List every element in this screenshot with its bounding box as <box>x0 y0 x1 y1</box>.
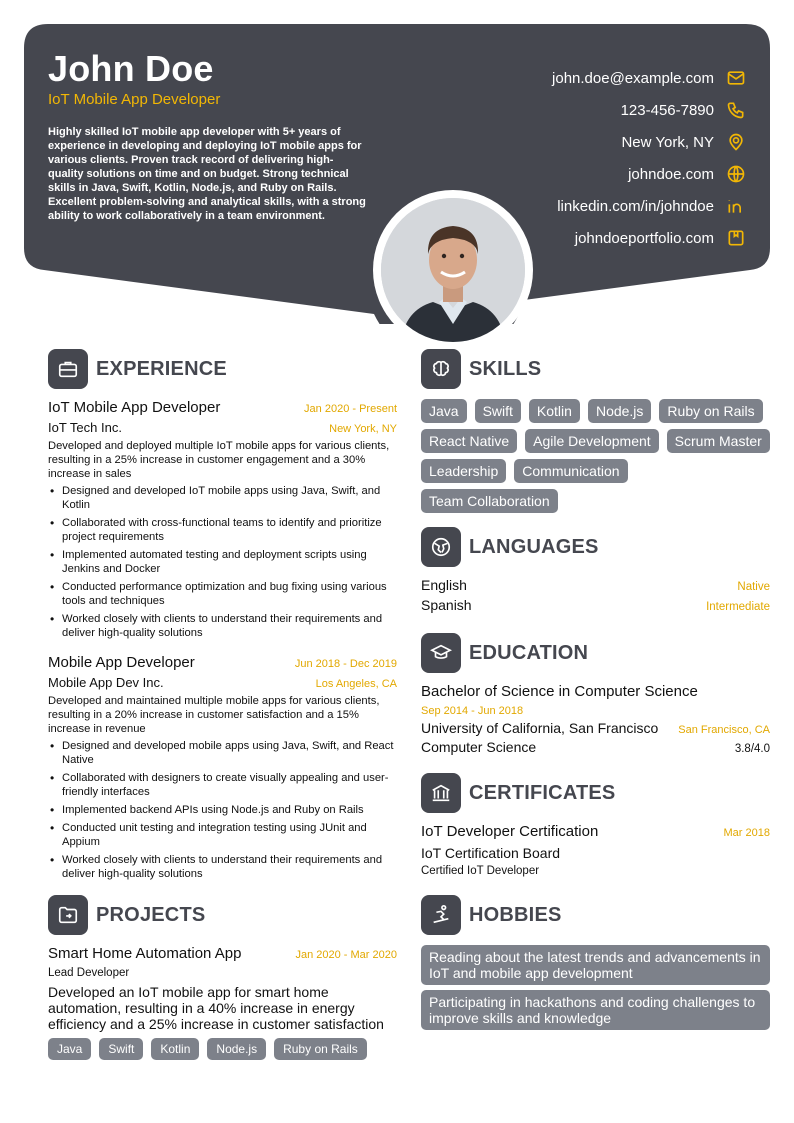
portfolio-icon <box>726 228 746 248</box>
language-name: English <box>421 577 467 593</box>
experience-heading <box>48 349 397 389</box>
job-bullets <box>48 484 397 640</box>
linkedin-icon <box>726 196 746 216</box>
education-dates: Sep 2014 - Jun 2018 <box>421 705 524 717</box>
contact-portfolio-text[interactable]: johndoeportfolio.com <box>574 229 714 247</box>
language-row <box>421 597 770 617</box>
job-location: Los Angeles, CA <box>315 678 397 690</box>
project-dates: Jan 2020 - Mar 2020 <box>295 949 397 961</box>
language-row <box>421 577 770 597</box>
certificates-title: CERTIFICATES <box>469 781 616 804</box>
language-level: Intermediate <box>706 601 770 613</box>
skill-tag: React Native <box>421 429 517 453</box>
bullet-item: • Designed and developed IoT mobile apps using Java, Swift, and Kotlin <box>48 484 397 512</box>
globe-icon <box>726 164 746 184</box>
bullet-item: • Collaborated with cross-functional teams to identify and prioritize project requirements <box>48 516 397 544</box>
bullet-item: • Worked closely with clients to understand their requirements and deliver high-quality solutions <box>48 853 397 881</box>
project-tag: Java <box>48 1038 91 1060</box>
education-heading <box>421 633 770 673</box>
school-location: San Francisco, CA <box>678 724 770 736</box>
contact-website[interactable] <box>430 158 770 190</box>
certificates-heading <box>421 773 770 813</box>
project-tag: Node.js <box>207 1038 266 1060</box>
field-of-study: Computer Science <box>421 739 537 755</box>
skill-tag: Agile Development <box>525 429 659 453</box>
skill-tag: Leadership <box>421 459 506 483</box>
job-company: IoT Tech Inc. <box>48 420 122 435</box>
skills-heading <box>421 349 770 389</box>
bullet-item: • Worked closely with clients to understand their requirements and deliver high-quality solutions <box>48 612 397 640</box>
hobby-item: Reading about the latest trends and advancements in IoT and mobile app development <box>421 945 770 985</box>
languages-heading <box>421 527 770 567</box>
brain-icon <box>421 349 461 389</box>
contact-phone[interactable] <box>430 94 770 126</box>
project-tag: Kotlin <box>151 1038 199 1060</box>
certificate-date: Mar 2018 <box>723 827 770 839</box>
bullet-item: • Implemented automated testing and deployment scripts using Jenkins and Docker <box>48 548 397 576</box>
location-icon <box>726 132 746 152</box>
gpa: 3.8/4.0 <box>734 743 770 755</box>
project-tags <box>48 1038 397 1060</box>
skill-tag: Communication <box>514 459 627 483</box>
job-dates: Jun 2018 - Dec 2019 <box>294 658 397 670</box>
job-description: Developed and maintained multiple mobile apps for various clients, resulting in a 20% increase in customer satisfaction and a 15% increase in revenue <box>48 695 380 735</box>
project-name: Smart Home Automation App <box>48 945 242 962</box>
degree: Bachelor of Science in Computer Science <box>421 683 698 700</box>
language-level: Native <box>737 581 770 593</box>
contact-location-text: New York, NY <box>621 133 714 151</box>
language-icon <box>421 527 461 567</box>
graduation-cap-icon <box>421 633 461 673</box>
experience-item <box>48 654 397 881</box>
bullet-item: • Conducted unit testing and integration testing using JUnit and Appium <box>48 821 397 849</box>
languages-list <box>421 577 770 617</box>
candidate-title: IoT Mobile App Developer <box>48 91 221 108</box>
skill-tag: Java <box>421 399 467 423</box>
briefcase-icon <box>48 349 88 389</box>
bullet-item: • Conducted performance optimization and bug fixing using various tools and techniques <box>48 580 397 608</box>
bullet-item: • Designed and developed mobile apps using Java, Swift, and React Native <box>48 739 397 767</box>
skill-tag: Team Collaboration <box>421 489 558 513</box>
hobbies-heading <box>421 895 770 935</box>
projects-title: PROJECTS <box>96 903 206 926</box>
certificate-detail: Certified IoT Developer <box>421 865 540 877</box>
hobby-item: Participating in hackathons and coding challenges to improve skills and knowledge <box>421 990 770 1030</box>
profile-photo <box>381 198 525 342</box>
experience-item <box>48 399 397 640</box>
skiing-icon <box>421 895 461 935</box>
contact-location <box>430 126 770 158</box>
project-tag: Ruby on Rails <box>274 1038 367 1060</box>
education-title: EDUCATION <box>469 641 589 664</box>
job-dates: Jan 2020 - Present <box>304 403 397 415</box>
project-tag: Swift <box>99 1038 143 1060</box>
school: University of California, San Francisco <box>421 720 659 736</box>
job-company: Mobile App Dev Inc. <box>48 675 164 690</box>
projects-heading <box>48 895 397 935</box>
job-description: Developed and deployed multiple IoT mobile apps for various clients, resulting in a 25% increase in customer engagement and a 30% increase in sales <box>48 440 390 480</box>
left-column <box>48 349 397 1060</box>
hobbies-list <box>421 945 770 1030</box>
contact-email-text[interactable]: john.doe@example.com <box>552 69 714 87</box>
job-location: New York, NY <box>329 423 397 435</box>
education-item <box>421 683 770 755</box>
skill-tag: Ruby on Rails <box>659 399 762 423</box>
folder-icon <box>48 895 88 935</box>
skill-tag: Node.js <box>588 399 651 423</box>
skill-tag: Scrum Master <box>667 429 770 453</box>
skill-tag: Kotlin <box>529 399 580 423</box>
job-title: Mobile App Developer <box>48 654 195 671</box>
job-bullets <box>48 739 397 881</box>
right-column <box>421 349 770 1035</box>
hobbies-title: HOBBIES <box>469 903 562 926</box>
contact-website-text[interactable]: johndoe.com <box>628 165 714 183</box>
institution-icon <box>421 773 461 813</box>
job-title: IoT Mobile App Developer <box>48 399 221 416</box>
skills-title: SKILLS <box>469 357 542 380</box>
bullet-item: • Implemented backend APIs using Node.js and Ruby on Rails <box>48 803 397 817</box>
project-description: Developed an IoT mobile app for smart home automation, resulting in a 40% increase in energy efficiency and a 25% increase in customer satisfaction <box>48 984 384 1032</box>
skill-tag: Swift <box>475 399 521 423</box>
contact-email[interactable] <box>430 62 770 94</box>
experience-title: EXPERIENCE <box>96 357 227 380</box>
mail-icon <box>726 68 746 88</box>
contact-linkedin-text[interactable]: linkedin.com/in/johndoe <box>557 197 714 215</box>
certificate-name: IoT Developer Certification <box>421 823 599 840</box>
language-name: Spanish <box>421 597 472 613</box>
project-item <box>48 945 397 1060</box>
bullet-item: • Collaborated with designers to create visually appealing and user-friendly interfaces <box>48 771 397 799</box>
languages-title: LANGUAGES <box>469 535 599 558</box>
certificate-issuer: IoT Certification Board <box>421 845 561 861</box>
skills-tags <box>421 399 770 513</box>
phone-icon <box>726 100 746 120</box>
candidate-name: John Doe <box>48 48 214 89</box>
contact-phone-text[interactable]: 123-456-7890 <box>620 101 714 119</box>
certificate-item <box>421 823 770 877</box>
project-role: Lead Developer <box>48 967 130 979</box>
summary-text: Highly skilled IoT mobile app developer with 5+ years of experience in developing and deploying IoT mobile apps for various clients. Proven track record of delivering high-quality solutions on time and on budget. Strong technical skills in Java, Swift, Kotlin, Node.js, and Ruby on Rails. Excellent problem-solving and analytical skills, with a strong ability to work collaboratively in a team environment. <box>48 126 366 222</box>
